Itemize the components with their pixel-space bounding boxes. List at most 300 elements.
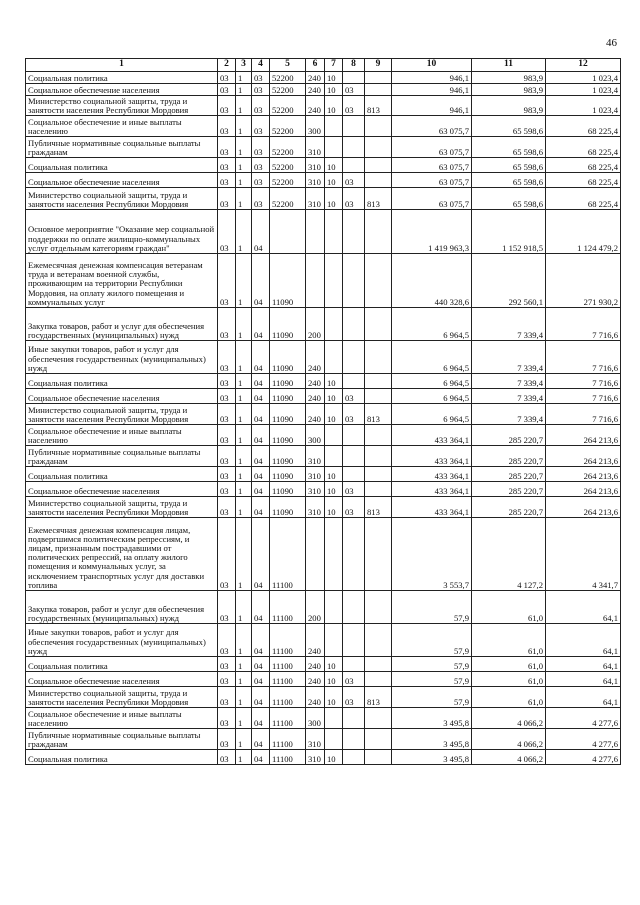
amount-cell: 64,1 [546,591,621,624]
code-cell: 03 [218,624,236,657]
code-cell: 52200 [270,116,306,137]
code-cell [325,518,343,591]
code-cell: 52200 [270,173,306,188]
code-cell: 03 [343,173,365,188]
code-cell: 1 [236,389,252,404]
amount-cell: 285 220,7 [472,467,546,482]
column-header: 8 [343,59,365,72]
row-label: Иные закупки товаров, работ и услуг для обеспечения государственных (муниципальных) нужд [26,624,218,657]
amount-cell: 64,1 [546,672,621,687]
amount-cell: 433 364,1 [392,497,472,518]
table-row [26,188,621,210]
code-cell [365,708,392,729]
code-cell: 04 [252,497,270,518]
code-cell: 03 [252,137,270,158]
code-cell: 813 [365,687,392,708]
code-cell: 1 [236,254,252,308]
code-cell: 03 [252,116,270,137]
row-label: Социальное обеспечение населения [26,389,218,404]
code-cell: 03 [218,308,236,341]
code-cell: 11090 [270,446,306,467]
code-cell: 10 [325,374,343,389]
code-cell [325,425,343,446]
code-cell: 240 [306,404,325,425]
table-body [26,72,621,765]
code-cell: 03 [252,72,270,84]
code-cell: 03 [218,188,236,210]
code-cell: 1 [236,188,252,210]
code-cell: 11100 [270,591,306,624]
code-cell: 52200 [270,137,306,158]
amount-cell: 57,9 [392,672,472,687]
code-cell: 240 [306,657,325,672]
code-cell: 240 [306,72,325,84]
code-cell [365,657,392,672]
code-cell: 52200 [270,96,306,116]
table-row [26,729,621,750]
code-cell: 1 [236,467,252,482]
code-cell [325,591,343,624]
amount-cell: 983,9 [472,84,546,96]
code-cell: 10 [325,482,343,497]
code-cell: 10 [325,687,343,708]
code-cell: 11090 [270,254,306,308]
amount-cell: 65 598,6 [472,158,546,173]
code-cell [343,591,365,624]
code-cell: 10 [325,657,343,672]
amount-cell: 6 964,5 [392,374,472,389]
amount-cell: 264 213,6 [546,467,621,482]
amount-cell: 64,1 [546,687,621,708]
row-label: Публичные нормативные социальные выплаты гражданам [26,729,218,750]
code-cell [306,210,325,254]
code-cell: 1 [236,425,252,446]
code-cell: 11090 [270,467,306,482]
code-cell: 10 [325,188,343,210]
code-cell: 310 [306,467,325,482]
amount-cell: 433 364,1 [392,446,472,467]
code-cell: 03 [218,84,236,96]
row-label: Социальное обеспечение населения [26,84,218,96]
amount-cell: 440 328,6 [392,254,472,308]
row-label: Министерство социальной защиты, труда и занятости населения Республики Мордовия [26,404,218,425]
code-cell: 03 [218,729,236,750]
amount-cell: 264 213,6 [546,446,621,467]
code-cell [365,518,392,591]
amount-cell: 4 277,6 [546,708,621,729]
code-cell: 1 [236,750,252,765]
code-cell: 310 [306,497,325,518]
code-cell [365,308,392,341]
amount-cell: 7 339,4 [472,374,546,389]
amount-cell: 57,9 [392,624,472,657]
amount-cell: 983,9 [472,72,546,84]
code-cell [343,518,365,591]
code-cell: 10 [325,173,343,188]
code-cell: 03 [218,116,236,137]
amount-cell: 1 124 479,2 [546,210,621,254]
code-cell: 11090 [270,482,306,497]
budget-table [25,58,621,765]
amount-cell: 264 213,6 [546,425,621,446]
code-cell [343,116,365,137]
code-cell: 240 [306,672,325,687]
code-cell: 04 [252,687,270,708]
amount-cell: 7 339,4 [472,341,546,374]
row-label: Публичные нормативные социальные выплаты гражданам [26,137,218,158]
amount-cell: 68 225,4 [546,137,621,158]
row-label: Закупка товаров, работ и услуг для обеспечения государственных (муниципальных) нужд [26,591,218,624]
amount-cell: 63 075,7 [392,116,472,137]
amount-cell: 6 964,5 [392,404,472,425]
code-cell: 1 [236,404,252,425]
row-label: Основное мероприятие "Оказание мер социальной поддержки по оплате жилищно-коммунальных услуг отдельным категориям граждан" [26,210,218,254]
table-row [26,72,621,84]
amount-cell: 6 964,5 [392,389,472,404]
amount-cell: 7 716,6 [546,341,621,374]
code-cell: 1 [236,137,252,158]
code-cell [343,750,365,765]
amount-cell: 7 339,4 [472,308,546,341]
amount-cell: 285 220,7 [472,482,546,497]
amount-cell: 63 075,7 [392,137,472,158]
code-cell: 04 [252,341,270,374]
row-label: Социальное обеспечение населения [26,482,218,497]
code-cell: 310 [306,750,325,765]
code-cell: 200 [306,591,325,624]
amount-cell: 7 716,6 [546,374,621,389]
table-row [26,96,621,116]
amount-cell: 4 127,2 [472,518,546,591]
code-cell: 03 [218,657,236,672]
code-cell: 310 [306,729,325,750]
code-cell: 1 [236,657,252,672]
row-label: Министерство социальной защиты, труда и занятости населения Республики Мордовия [26,687,218,708]
code-cell: 03 [218,672,236,687]
code-cell: 03 [343,188,365,210]
code-cell [325,708,343,729]
code-cell: 52200 [270,158,306,173]
column-header: 10 [392,59,472,72]
column-header: 2 [218,59,236,72]
amount-cell: 6 964,5 [392,308,472,341]
code-cell: 240 [306,84,325,96]
code-cell: 11100 [270,657,306,672]
amount-cell: 68 225,4 [546,116,621,137]
code-cell: 04 [252,482,270,497]
page-number: 46 [606,37,617,49]
amount-cell: 1 023,4 [546,96,621,116]
code-cell: 04 [252,374,270,389]
code-cell [325,137,343,158]
code-cell [343,708,365,729]
code-cell: 03 [218,482,236,497]
code-cell: 300 [306,425,325,446]
code-cell: 10 [325,672,343,687]
code-cell: 04 [252,708,270,729]
amount-cell: 7 339,4 [472,389,546,404]
table-row [26,446,621,467]
code-cell: 03 [252,158,270,173]
code-cell: 04 [252,657,270,672]
table-row [26,624,621,657]
code-cell: 03 [218,72,236,84]
code-cell: 04 [252,404,270,425]
amount-cell: 57,9 [392,591,472,624]
code-cell: 03 [343,96,365,116]
amount-cell: 68 225,4 [546,188,621,210]
amount-cell: 7 716,6 [546,389,621,404]
code-cell: 03 [218,687,236,708]
code-cell: 03 [343,672,365,687]
code-cell: 04 [252,467,270,482]
code-cell: 11100 [270,708,306,729]
amount-cell: 64,1 [546,657,621,672]
code-cell [365,72,392,84]
row-label: Министерство социальной защиты, труда и занятости населения Республики Мордовия [26,497,218,518]
table-row [26,389,621,404]
code-cell: 310 [306,446,325,467]
table-row [26,84,621,96]
code-cell: 10 [325,750,343,765]
code-cell: 04 [252,672,270,687]
code-cell: 11090 [270,374,306,389]
code-cell: 1 [236,497,252,518]
code-cell: 03 [218,750,236,765]
code-cell: 1 [236,672,252,687]
code-cell [365,137,392,158]
row-label: Социальная политика [26,467,218,482]
code-cell: 04 [252,308,270,341]
code-cell [270,210,306,254]
amount-cell: 292 560,1 [472,254,546,308]
amount-cell: 264 213,6 [546,497,621,518]
code-cell: 240 [306,96,325,116]
code-cell: 1 [236,446,252,467]
code-cell: 1 [236,374,252,389]
amount-cell: 61,0 [472,687,546,708]
code-cell: 1 [236,96,252,116]
column-header: 5 [270,59,306,72]
code-cell [325,210,343,254]
code-cell [325,308,343,341]
code-cell: 1 [236,687,252,708]
code-cell [343,210,365,254]
code-cell: 310 [306,482,325,497]
table-row [26,254,621,308]
row-label: Министерство социальной защиты, труда и занятости населения Республики Мордовия [26,188,218,210]
row-label: Социальное обеспечение и иные выплаты населению [26,425,218,446]
header-row [26,59,621,72]
code-cell: 03 [343,687,365,708]
row-label: Социальное обеспечение населения [26,173,218,188]
code-cell: 03 [218,389,236,404]
code-cell [343,624,365,657]
code-cell: 52200 [270,84,306,96]
amount-cell: 57,9 [392,657,472,672]
amount-cell: 65 598,6 [472,137,546,158]
code-cell: 310 [306,173,325,188]
amount-cell: 433 364,1 [392,425,472,446]
amount-cell: 946,1 [392,72,472,84]
code-cell: 11100 [270,729,306,750]
code-cell [325,729,343,750]
code-cell: 1 [236,72,252,84]
table-row [26,497,621,518]
code-cell: 11090 [270,404,306,425]
code-cell: 1 [236,708,252,729]
code-cell: 10 [325,84,343,96]
code-cell: 11090 [270,341,306,374]
amount-cell: 65 598,6 [472,116,546,137]
amount-cell: 3 495,8 [392,708,472,729]
code-cell: 03 [343,389,365,404]
code-cell: 03 [218,210,236,254]
amount-cell: 1 419 963,3 [392,210,472,254]
amount-cell: 4 277,6 [546,750,621,765]
code-cell: 03 [218,518,236,591]
amount-cell: 3 495,8 [392,750,472,765]
table-row [26,341,621,374]
table-row [26,173,621,188]
amount-cell: 7 716,6 [546,404,621,425]
amount-cell: 61,0 [472,672,546,687]
code-cell: 11090 [270,425,306,446]
code-cell: 1 [236,518,252,591]
amount-cell: 4 341,7 [546,518,621,591]
row-label: Социальная политика [26,72,218,84]
row-label: Социальная политика [26,158,218,173]
code-cell [365,84,392,96]
column-header: 1 [26,59,218,72]
code-cell [306,254,325,308]
code-cell: 10 [325,72,343,84]
code-cell: 1 [236,158,252,173]
code-cell: 03 [218,341,236,374]
code-cell: 04 [252,254,270,308]
code-cell [325,446,343,467]
code-cell [343,657,365,672]
table-row [26,750,621,765]
code-cell [343,729,365,750]
column-header: 3 [236,59,252,72]
code-cell [343,341,365,374]
code-cell: 03 [218,497,236,518]
row-label: Ежемесячная денежная компенсация ветеранам труда и ветеранам военной службы, проживающим на территории Республики Мордовия, на оплату жилого помещения и коммунальных услуг [26,254,218,308]
code-cell: 04 [252,446,270,467]
table-row [26,657,621,672]
code-cell: 1 [236,729,252,750]
amount-cell: 63 075,7 [392,158,472,173]
row-label: Социальное обеспечение и иные выплаты населению [26,116,218,137]
code-cell [365,116,392,137]
code-cell: 1 [236,482,252,497]
code-cell [365,750,392,765]
table-row [26,482,621,497]
amount-cell: 7 339,4 [472,404,546,425]
column-header: 7 [325,59,343,72]
amount-cell: 57,9 [392,687,472,708]
code-cell [365,374,392,389]
code-cell: 03 [218,591,236,624]
code-cell: 240 [306,389,325,404]
code-cell: 11100 [270,518,306,591]
code-cell [343,158,365,173]
table-row [26,687,621,708]
code-cell: 03 [343,84,365,96]
table-row [26,672,621,687]
code-cell [343,374,365,389]
code-cell [343,446,365,467]
code-cell [343,425,365,446]
code-cell [365,173,392,188]
code-cell: 200 [306,308,325,341]
table-row [26,210,621,254]
table-row [26,591,621,624]
amount-cell: 68 225,4 [546,158,621,173]
code-cell: 04 [252,210,270,254]
column-header: 9 [365,59,392,72]
code-cell: 03 [343,497,365,518]
amount-cell: 61,0 [472,624,546,657]
table-row [26,467,621,482]
amount-cell: 4 066,2 [472,708,546,729]
code-cell [365,341,392,374]
row-label: Закупка товаров, работ и услуг для обеспечения государственных (муниципальных) нужд [26,308,218,341]
amount-cell: 271 930,2 [546,254,621,308]
code-cell: 04 [252,591,270,624]
code-cell [343,137,365,158]
column-header: 6 [306,59,325,72]
amount-cell: 65 598,6 [472,188,546,210]
code-cell: 11100 [270,672,306,687]
amount-cell: 65 598,6 [472,173,546,188]
code-cell: 240 [306,341,325,374]
amount-cell: 4 066,2 [472,729,546,750]
code-cell: 04 [252,624,270,657]
code-cell: 03 [218,374,236,389]
code-cell [325,624,343,657]
code-cell: 1 [236,341,252,374]
code-cell: 310 [306,158,325,173]
code-cell: 240 [306,374,325,389]
code-cell: 03 [218,96,236,116]
code-cell: 10 [325,389,343,404]
amount-cell: 285 220,7 [472,497,546,518]
code-cell: 03 [218,158,236,173]
amount-cell: 946,1 [392,84,472,96]
code-cell [365,467,392,482]
row-label: Ежемесячная денежная компенсация лицам, подвергшимся политическим репрессиям, и лицам, признанным пострадавшими от политических репрессий, на оплату жилого помещения и коммунальных услуг, за исключением транспортных услуг для доставки топлива [26,518,218,591]
code-cell: 11100 [270,687,306,708]
code-cell: 03 [252,96,270,116]
code-cell [365,591,392,624]
amount-cell: 6 964,5 [392,341,472,374]
code-cell [365,425,392,446]
amount-cell: 68 225,4 [546,173,621,188]
code-cell: 04 [252,389,270,404]
code-cell: 10 [325,404,343,425]
code-cell: 03 [252,84,270,96]
code-cell: 03 [343,482,365,497]
amount-cell: 61,0 [472,591,546,624]
row-label: Социальное обеспечение и иные выплаты населению [26,708,218,729]
table-row [26,708,621,729]
code-cell: 813 [365,404,392,425]
amount-cell: 285 220,7 [472,446,546,467]
code-cell: 11090 [270,497,306,518]
table-row [26,158,621,173]
